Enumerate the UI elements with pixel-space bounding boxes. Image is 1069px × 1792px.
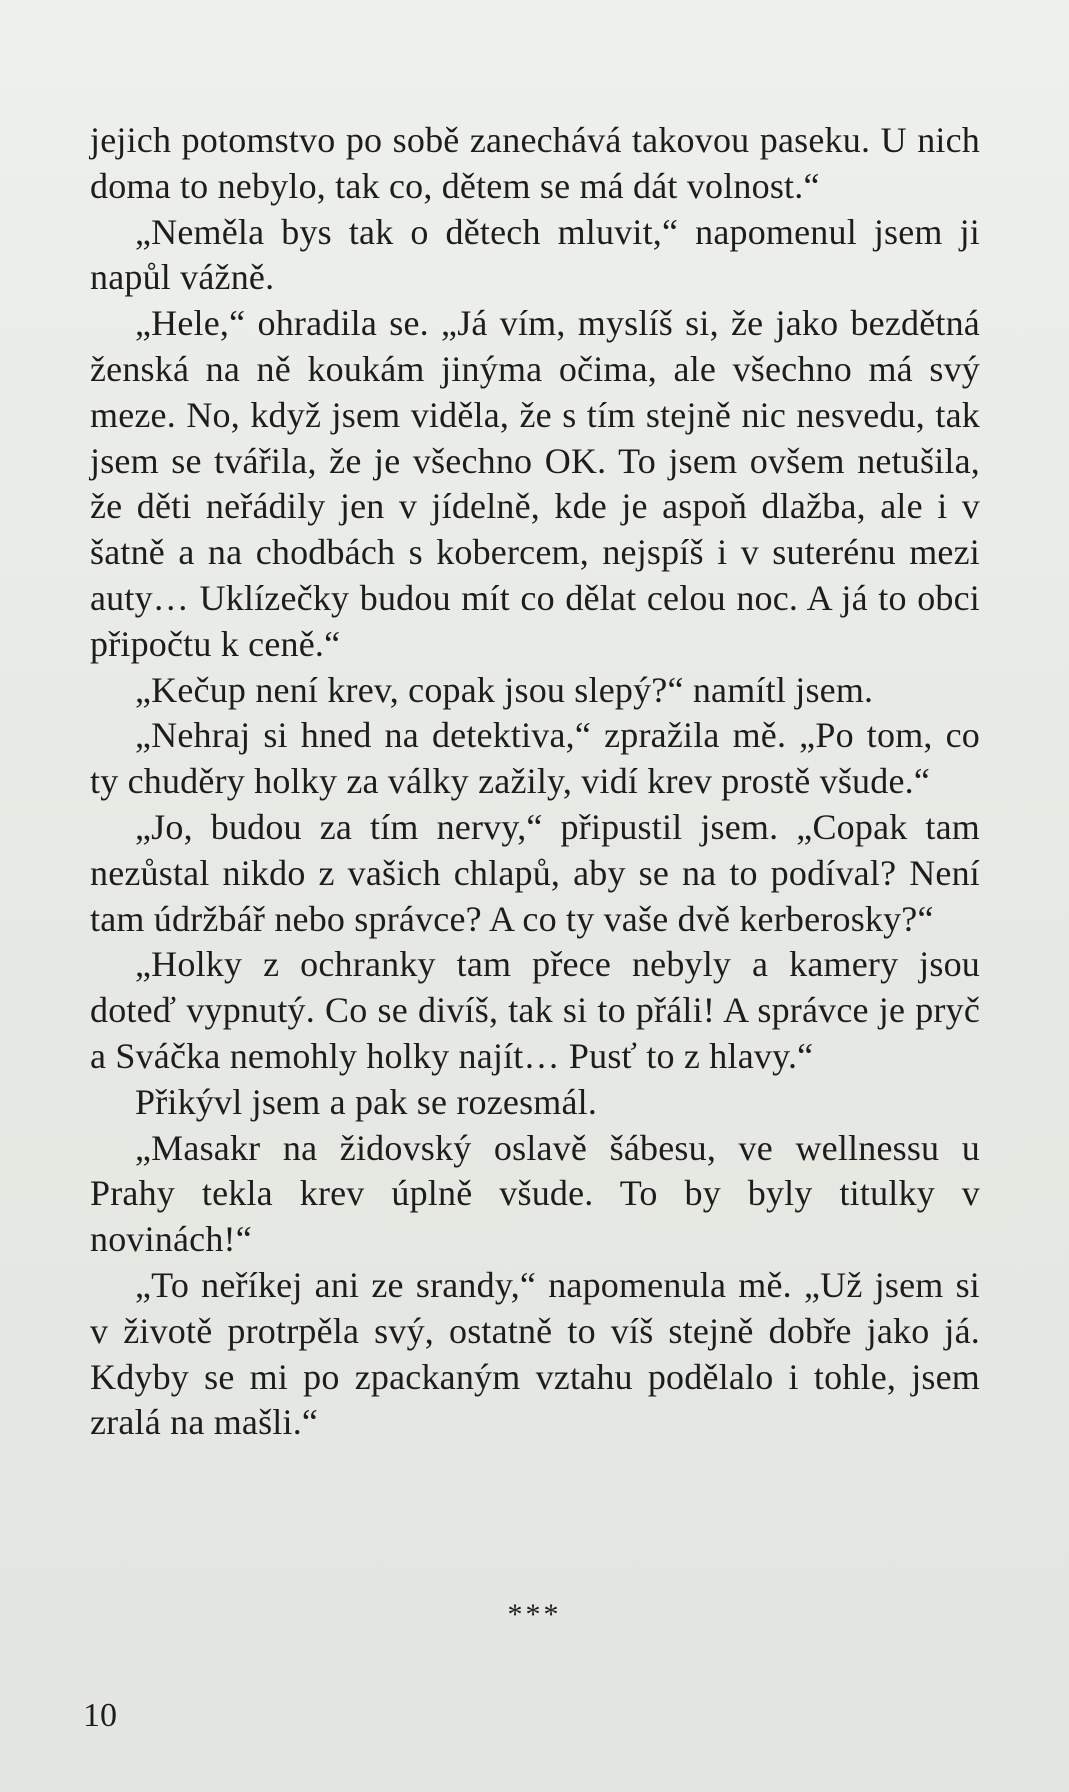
paragraph: Přikývl jsem a pak se rozesmál.: [135, 1081, 598, 1122]
paragraph: „Masakr na židovský oslavě šábesu, ve wellnessu u Prahy tekla krev úplně všude. To by byly titulky v novinách!“: [90, 1127, 980, 1260]
body-text: [90, 118, 980, 1446]
paragraph: „Jo, budou za tím nervy,“ připustil jsem. „Copak tam nezůstal nikdo z vašich chlapů, aby se na to podíval? Není tam údržbář nebo správce? A co ty vaše dvě kerberosky?“: [90, 806, 980, 939]
paragraph: „Nehraj si hned na detektiva,“ zpražila mě. „Po tom, co ty chuděry holky za války zažily, vidí krev prostě všude.“: [90, 715, 980, 802]
page-number: 10: [83, 1697, 117, 1734]
paragraph: „Neměla bys tak o dětech mluvit,“ napomenul jsem ji napůl vážně.: [90, 211, 980, 298]
paragraph: „To neříkej ani ze srandy,“ napomenula mě. „Už jsem si v životě protrpěla svý, ostatně to víš stejně dobře jako já. Kdyby se mi po zpackaným vztahu podělalo i tohle, jsem zralá na mašli.“: [90, 1264, 980, 1443]
paragraph: „Kečup není krev, copak jsou slepý?“ namítl jsem.: [135, 669, 874, 710]
section-separator: ***: [507, 1598, 562, 1631]
paragraph: „Hele,“ ohradila se. „Já vím, myslíš si, že jako bezdětná ženská na ně koukám jinýma očima, ale všechno má svý meze. No, když jsem viděla, že s tím stejně nic nesvedu, tak jsem se tvářila, že je všechno OK. To jsem ovšem netušila, že děti neřádily jen v jídelně, kde je aspoň dlažba, ale i v šatně a na chodbách s kobercem, nejspíš i v suterénu mezi auty… Uklízečky budou mít co dělat celou noc. A já to obci připočtu k ceně.“: [90, 303, 980, 664]
paragraph: „Holky z ochranky tam přece nebyly a kamery jsou doteď vypnutý. Co se divíš, tak si to přáli! A správce je pryč a Sváčka nemohly holky najít… Pusť to z hlavy.“: [90, 944, 980, 1076]
paragraph: jejich potomstvo po sobě zanechává takovou paseku. U nich doma to nebylo, tak co, dětem se má dát volnost.“: [90, 120, 980, 206]
